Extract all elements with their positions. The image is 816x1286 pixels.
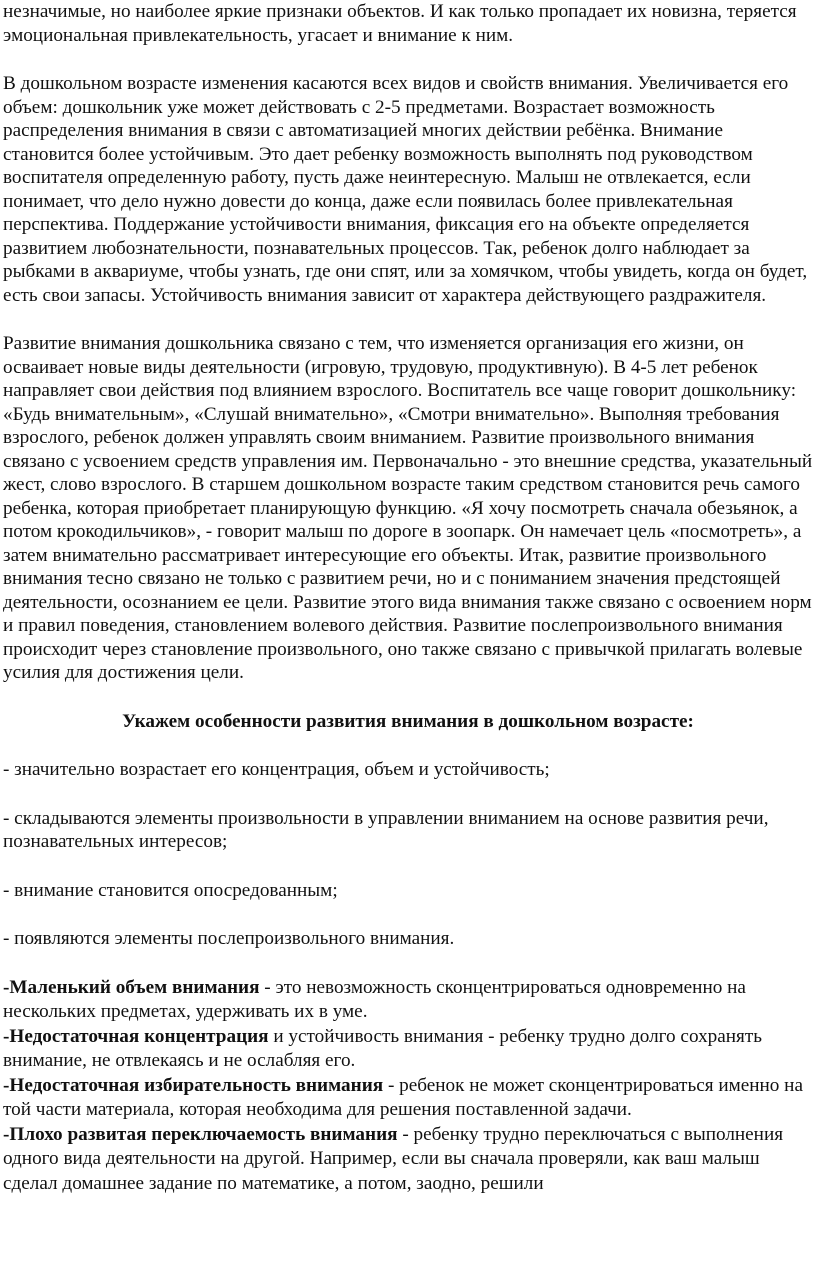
paragraph-gap	[3, 685, 813, 710]
bullet-item: - значительно возрастает его концентрация, объем и устойчивость;	[3, 759, 550, 780]
definition-term: -Недостаточная концентрация	[3, 1025, 269, 1047]
paragraph-gap	[3, 307, 813, 332]
paragraph-attention-development: Развитие внимания дошкольника связано с тем, что изменяется организация его жизни, он осваивает новые виды деятельности (игровую, трудовую, продуктивную). В 4-5 лет ребенок направляет свои действия под влиянием взрослого. Воспитатель все чаще говорит дошкольнику: «Будь внимательным», «Слушай внимательно», «Смотри внимательно». Выполняя требования взрослого, ребенок должен управлять своим вниманием. Развитие произвольного внимания связано с усвоением средств управления им. Первоначально - это внешние средства, указательный жест, слово взрослого. В старшем дошкольном возрасте таким средством становится речь самого ребенка, которая приобретает планирующую функцию. «Я хочу посмотреть сначала обезьянок, а потом крокодильчиков», - говорит малыш по дороге в зоопарк. Он намечает цель «посмотреть», а затем внимательно рассматривает интересующие его объекты. Итак, развитие произвольного внимания тесно связано не только с развитием речи, но и с пониманием значения предстоящей деятельности, осознанием ее цели. Развитие этого вида внимания также связано с освоением норм и правил поведения, становлением волевого действия. Развитие послепроизвольного внимания происходит через становление произвольного, оно также связано с привычкой прилагать волевые усилия для достижения цели.	[3, 333, 813, 683]
definition-item	[3, 1074, 813, 1123]
definition-text: - ребенок не может сконцентрироваться именно на той части материала, которая необходима для решения поставленной задачи.	[3, 1074, 803, 1120]
section-heading: Укажем особенности развития внимания в дошкольном возрасте:	[122, 710, 694, 732]
bullet-item: - складываются элементы произвольности в управлении вниманием на основе развития речи, познавательных интересов;	[3, 807, 769, 852]
paragraph-attention-properties: В дошкольном возрасте изменения касаются всех видов и свойств внимания. Увеличивается его объем: дошкольник уже может действовать с 2-5 предметами. Возрастает возможность распределения внимания в связи с автоматизацией многих действии ребёнка. Внимание становится более устойчивым. Это дает ребенку возможность выполнять под руководством воспитателя определенную работу, пусть даже неинтересную. Малыш не отвлекается, если понимает, что дело нужно довести до конца, даже если появилась более привлекательная перспектива. Поддержание устойчивости внимания, фиксация его на объекте определяется развитием любознательности, познавательных процессов. Так, ребенок долго наблюдает за рыбками в аквариуме, чтобы узнать, где они спят, или за хомячком, чтобы увидеть, когда он будет, есть свои запасы. Устойчивость внимания зависит от характера действующего раздражителя.	[3, 73, 808, 306]
definitions-list	[3, 976, 813, 1197]
definition-item	[3, 1025, 813, 1074]
definition-term: -Недостаточная избирательность внимания	[3, 1074, 384, 1096]
definition-term: -Плохо развитая переключаемость внимания	[3, 1123, 398, 1145]
paragraph-gap	[3, 854, 813, 879]
paragraph-gap	[3, 951, 813, 976]
definition-text: - это невозможность сконцентрироваться одновременно на нескольких предметах, удерживать их в уме.	[3, 976, 746, 1022]
bullet-item: - появляются элементы послепроизвольного внимания.	[3, 928, 455, 949]
definition-item	[3, 976, 813, 1025]
paragraph-gap	[3, 47, 813, 72]
paragraph-novelty: незначимые, но наиболее яркие признаки объектов. И как только пропадает их новизна, теряется эмоциональная привлекательность, угасает и внимание к ним.	[3, 1, 797, 46]
paragraph-gap	[3, 733, 813, 758]
definition-term: -Маленький объем внимания	[3, 976, 260, 998]
definition-text: - ребенку трудно переключаться с выполнения одного вида деятельности на другой. Например, если вы сначала проверяли, как ваш малыш сделал домашнее задание по математике, а потом, заодно, решили	[3, 1123, 784, 1194]
paragraph-gap	[3, 902, 813, 927]
definition-text: и устойчивость внимания - ребенку трудно долго сохранять внимание, не отвлекаясь и не ослабляя его.	[3, 1025, 763, 1071]
paragraph-gap	[3, 782, 813, 807]
bullet-item: - внимание становится опосредованным;	[3, 879, 338, 901]
document-page	[3, 0, 813, 1196]
definition-item	[3, 1123, 813, 1197]
